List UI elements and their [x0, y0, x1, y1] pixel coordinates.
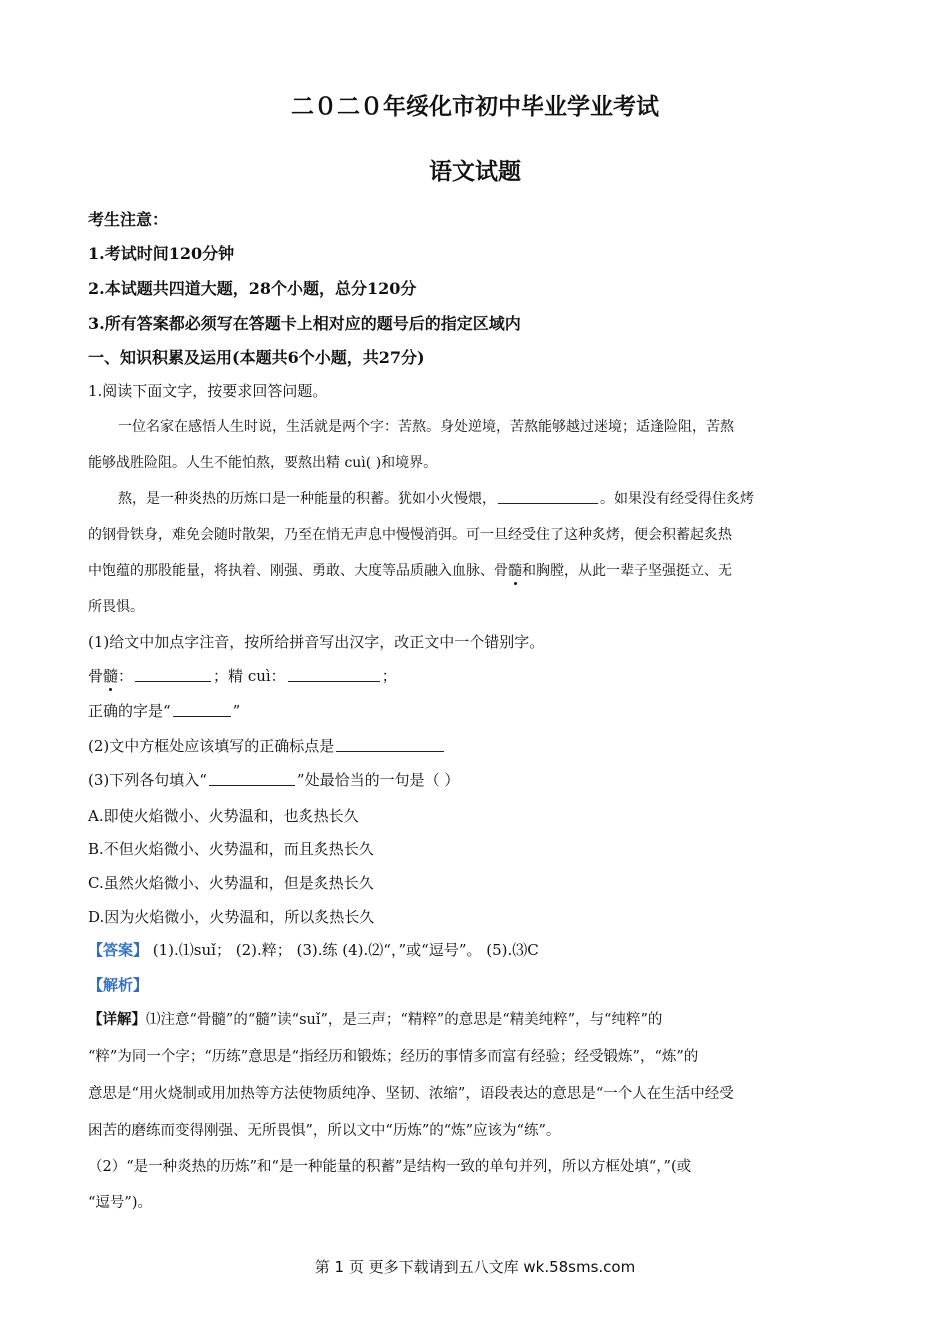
passage-text: 和胸膛，从此一辈子坚强挺立、无 [522, 563, 732, 579]
passage-p2-line1 [118, 488, 754, 508]
dotted-character: 髓 [508, 560, 522, 580]
detail-tag: 【详解】 [88, 1011, 146, 1028]
notice-item-1: 1.考试时间120分钟 [88, 244, 235, 263]
sub-question-1: (1)给文中加点字注音，按所给拼音写出汉字，改正文中一个错别字。 [88, 633, 545, 651]
fill-blank [209, 784, 295, 786]
passage-p2-line2: 的钢骨铁身，难免会随时散架，乃至在悄无声息中慢慢消弭。可一旦经受住了这种炙烤，便会积蓄起炙热 [88, 527, 732, 543]
answer-blank-correct-char[interactable] [173, 715, 231, 717]
passage-p2-line4: 所畏惧。 [88, 599, 144, 615]
answer-tag: 【答案】 [88, 941, 149, 959]
answer-line [88, 939, 539, 960]
sub-question-2 [88, 735, 446, 756]
answer-blank-character[interactable] [288, 680, 380, 682]
label-text: ： [118, 667, 134, 685]
question-1-prompt: 1.阅读下面文字，按要求回答问题。 [88, 382, 328, 400]
option-b: B.不但火焰微小、火势温和，而且炙热长久 [88, 840, 374, 858]
passage-p2-line3 [88, 560, 732, 580]
sub-question-1-answer-b [88, 700, 240, 721]
label-text: ”处最恰当的一句是（ ） [296, 771, 460, 789]
analysis-line-2: “粹”为同一个字；“历练”意思是“指经历和锻炼；经历的事情多而富有经验；经受锻炼”，“炼”的 [88, 1049, 699, 1065]
label-text: 骨 [88, 667, 104, 685]
label-text: ；精 cuì： [213, 667, 286, 685]
passage-text: 中饱蕴的那股能量，将执着、刚强、勇敢、大度等品质融入血脉、骨 [88, 563, 508, 579]
option-d: D.因为火焰微小，火势温和，所以炙热长久 [88, 908, 375, 926]
option-c: C.虽然火焰微小、火势温和，但是炙热长久 [88, 874, 374, 892]
analysis-line-4: 困苦的磨练而变得刚强、无所畏惧”，所以文中“历炼”的“炼”应该为“练”。 [88, 1123, 561, 1139]
sub-question-3 [88, 769, 459, 790]
notice-item-2: 2.本试题共四道大题，28个小题，总分120分 [88, 279, 417, 298]
passage-text: 。如果没有经受得住炙烤 [600, 491, 754, 507]
exam-subtitle: 语文试题 [429, 158, 521, 185]
answer-text: (1).⑴suǐ； (2).粹； (3).练 (4).⑵“，”或“逗号”。 (5).⑶C [148, 941, 539, 959]
page-footer: 第 1 页 更多下载请到五八文库 wk.58sms.com [314, 1258, 636, 1276]
label-text: 正确的字是“ [88, 702, 171, 720]
analysis-line-6: “逗号”)。 [88, 1195, 152, 1211]
notice-heading: 考生注意： [88, 210, 169, 229]
answer-blank-punctuation[interactable] [336, 750, 444, 752]
passage-p1-line1: 一位名家在感悟人生时说，生活就是两个字：苦熬。身处逆境，苦熬能够越过迷境；适逢险阻，苦熬 [118, 419, 734, 435]
passage-text: 熬，是一种炎热的历炼口是一种能量的积蓄。犹如小火慢煨， [118, 491, 496, 507]
analysis-heading [88, 974, 148, 995]
label-text: ” [232, 702, 241, 720]
analysis-text: ⑴注意“骨髓”的“髓”读“suǐ”，是三声；“精粹”的意思是“精美纯粹”，与“纯粹”的 [146, 1012, 663, 1028]
notice-item-3: 3.所有答案都必须写在答题卡上相对应的题号后的指定区域内 [88, 314, 521, 333]
passage-p1-line2: 能够战胜险阻。人生不能怕熬，要熬出精 cuì( )和境界。 [88, 455, 438, 471]
analysis-line-1 [88, 1008, 662, 1029]
sub-question-1-answer-a [88, 665, 397, 686]
fill-blank [498, 502, 598, 504]
dotted-character: 髓 [103, 667, 119, 685]
answer-blank-pinyin[interactable] [135, 680, 211, 682]
exam-title: 二０二０年绥化市初中毕业学业考试 [291, 93, 659, 120]
label-text: (3)下列各句填入“ [88, 771, 207, 789]
label-text: (2)文中方框处应该填写的正确标点是 [88, 737, 335, 755]
analysis-tag: 【解析】 [88, 976, 149, 994]
analysis-line-5: （2）“是一种炎热的历炼”和“是一种能量的积蓄”是结构一致的单句并列，所以方框处填“，”(或 [88, 1159, 692, 1175]
option-a: A.即使火焰微小、火势温和，也炙热长久 [88, 807, 359, 825]
section-1-heading: 一、知识积累及运用(本题共6个小题，共27分) [88, 348, 425, 367]
label-text: ； [381, 667, 397, 685]
analysis-line-3: 意思是“用火烧制或用加热等方法使物质纯净、坚韧、浓缩”，语段表达的意思是“一个人在生活中经受 [88, 1086, 734, 1102]
